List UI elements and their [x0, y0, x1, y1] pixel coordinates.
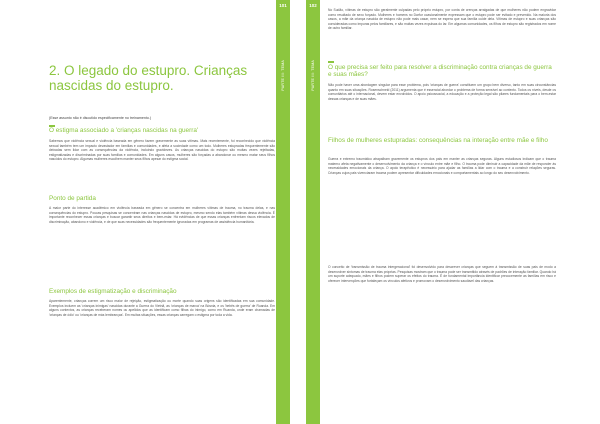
paragraph-examples: Aparentemente, crianças correm um risco maior de rejeição, estigmatização ou morte quando suas origens são identificadas em sua comunidade. Exemplos incluem as 'crianças inimigas' nascidas durante a Guerra do Vietnã, as 'crianças de marca' na Bósnia, e os 'bebês de guerra' de Ruanda. Em alguns contextos, as crianças receberam nomes ou apelidos que as identificam como filhas do inimigo, como em Ruanda, onde eram chamadas de 'crianças de ódio' ou 'crianças de más lembranças'. Em muitas situações, essas crianças carregam o estigma por toda a vida. [49, 299, 275, 317]
paragraph-intergenerational: O conceito de 'transmissão de trauma intergeracional' foi desenvolvido para descrever crianças que seguem à transmissão de suas pais de modo a desenvolver sintomas de trauma elas próprias. Pesquisas mostram que o trauma pode ser transmitido através de padrões de interação familiar. Quando há um suporte adequado, mães e filhos podem superar os efeitos do trauma. É de fundamental importância identificar precocemente as famílias em risco e oferecer intervenções que fortaleçam os vínculos afetivos e promovam o desenvolvimento saudável das crianças. [328, 265, 556, 283]
section-heading-children: Filhos de mulheres estupradas: consequências na interação entre mãe e filho [328, 137, 548, 144]
page-number-left: 101 [279, 3, 287, 8]
right-page [300, 0, 600, 424]
page-number-right: 102 [309, 3, 317, 8]
section-heading-starting-point: Ponto de partida [49, 195, 96, 202]
strip-label-right: PARTE III: TEMA [311, 60, 315, 91]
paragraph-what-to-do: Não pode haver uma abordagem singular para esse problema, pois 'crianças de guerra' constituem um grupo bem diverso, tanto em suas circunstâncias quanto em suas situações. Rosenschneid (2011) argumenta que é essencial abordar o problema de forma sensível ao contexto. Todos os níveis, desde os comunitários até o internacional, devem estar envolvidos. O apoio psicossocial, a educação e a proteção legal são pilares fundamentais para o bem-estar dessas crianças e de suas mães. [328, 83, 556, 101]
paragraph-starting-point: A maior parte do interesse acadêmico em violência baseada em gênero se concentra em mulheres vítimas de trauma, no trauma delas, e nas consequências do estupro. Poucas pesquisas se concentram nas crianças nascidas de estupro, mesmo sendo elas também vítimas dessa violência. É importante reconhecer essas crianças e buscar garantir seus direitos e bem-estar. Há evidências de que essas crianças enfrentam riscos elevados de discriminação, abandono e violência, e de que suas necessidades são frequentemente ignoradas em programas de assistência humanitária. [49, 206, 275, 224]
section-marker [328, 61, 334, 63]
training-note: (Esse assunto não é discutido especificamente no treinamento.) [49, 116, 152, 120]
section-heading-stigma: O estigma associado a 'crianças nascidas na guerra' [49, 127, 199, 134]
strip-label-left: PARTE III: TEMA [281, 60, 285, 91]
section-strip-left [276, 0, 290, 424]
paragraph-intro: No Sudão, vítimas de estupro são geralmente culpadas pelo próprio estupro, por conta de crenças arraigadas de que mulheres não podem engravidar como resultado de sexo forçado. Mulheres e homens no Darfur ocasionalmente expressam que o estupro pode ser evitado e prevenido. Na maioria dos casos, a mãe da criança nascida de estupro não pode mais casar, nem se espera que sua família cuide dela. Vítimas de estupro e suas crianças são consideradas como impuras pelos familiares, e são muitas vezes expulsas do lar. Em algumas comunidades, os filhos de estupro são registrados em nome de outro familiar. [328, 8, 556, 30]
section-strip-right [306, 0, 320, 424]
chapter-title: 2. O legado do estupro. Crianças nascidas do estupro. [49, 63, 248, 93]
paragraph-children: Guerra e extremo traumático atrapalham gravemente os estupros dos pais em manter as crianças seguras. Alguns estudiosos indicam que o trauma materno afeta negativamente o desenvolvimento da criança e o vínculo entre mãe e filho. O trauma pode diminuir a capacidade da mãe de responder às necessidades emocionais da criança. O apoio terapêutico é necessário para ajudar as famílias a lidar com o trauma e a construir relações seguras. Crianças cujos pais vivenciaram trauma podem apresentar dificuldades emocionais e comportamentais ao longo do seu desenvolvimento. [328, 157, 556, 175]
section-heading-what-to-do: O que precisa ser feito para resolver a discriminação contra crianças de guerra e suas mães? [328, 64, 552, 79]
paragraph-stigma: Sabemos que violência sexual e violência baseada em gênero fazem gravemente as suas vítimas. Mais recentemente, foi reconhecido que violência sexual também tem um impacto devastador em famílias e comunidades, e afeta a sociedade como um todo. Mulheres estupradas frequentemente são deixadas sem lidar com as consequências da violência, incluindo gravidezes. As crianças nascidas do estupro são muitas vezes rejeitadas, estigmatizadas e discriminadas por suas famílias e comunidades. Em alguns casos, mulheres são forçadas a abandonar ou mesmo matar seus filhos nascidos do estupro. Algumas mulheres escolhem manter seus filhos apesar do estigma social. [49, 139, 275, 161]
section-heading-examples: Exemplos de estigmatização e discriminação [49, 288, 177, 295]
